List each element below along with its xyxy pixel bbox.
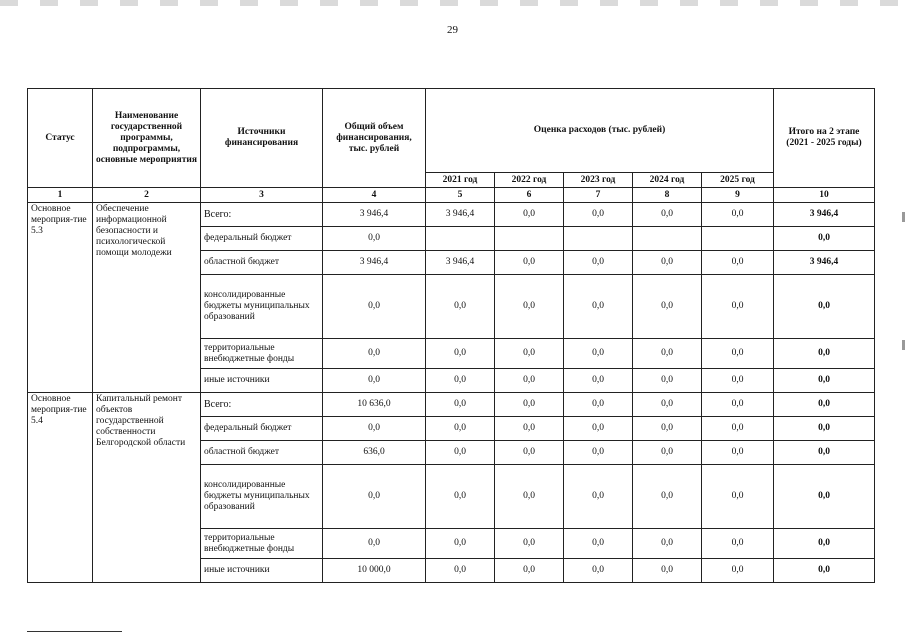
col-index: 3	[201, 188, 323, 203]
year-cell: 0,0	[495, 251, 564, 275]
header-total: Общий объем финансирования, тыс. рублей	[323, 89, 426, 188]
table-row	[28, 203, 875, 227]
year-cell: 0,0	[633, 275, 702, 339]
header-year-2022: 2022 год	[495, 173, 564, 188]
source-cell: консолидированные бюджеты муниципальных образований	[201, 275, 323, 339]
header-year-2021: 2021 год	[426, 173, 495, 188]
year-cell: 0,0	[633, 369, 702, 393]
year-cell: 0,0	[702, 441, 774, 465]
col-index: 2	[93, 188, 201, 203]
total-cell: 3 946,4	[323, 251, 426, 275]
header-itogo: Итого на 2 этапе (2021 - 2025 годы)	[774, 89, 875, 188]
financing-table	[27, 88, 875, 583]
year-cell: 0,0	[702, 203, 774, 227]
year-cell: 0,0	[564, 369, 633, 393]
itogo-cell: 3 946,4	[774, 203, 875, 227]
year-cell: 3 946,4	[426, 203, 495, 227]
total-cell: 0,0	[323, 529, 426, 559]
itogo-cell: 0,0	[774, 417, 875, 441]
col-index: 10	[774, 188, 875, 203]
header-year-2025: 2025 год	[702, 173, 774, 188]
itogo-cell: 0,0	[774, 369, 875, 393]
itogo-cell: 0,0	[774, 559, 875, 583]
year-cell: 0,0	[702, 393, 774, 417]
year-cell: 0,0	[426, 393, 495, 417]
measure-name-cell: Обеспечение информационной безопасности и психологической помощи молодежи	[93, 203, 201, 393]
year-cell: 0,0	[564, 417, 633, 441]
year-cell	[495, 227, 564, 251]
year-cell: 0,0	[495, 559, 564, 583]
year-cell: 0,0	[426, 339, 495, 369]
year-cell	[564, 227, 633, 251]
year-cell: 0,0	[564, 529, 633, 559]
year-cell: 0,0	[426, 417, 495, 441]
total-cell: 636,0	[323, 441, 426, 465]
itogo-cell: 0,0	[774, 465, 875, 529]
year-cell: 0,0	[426, 441, 495, 465]
year-cell: 0,0	[633, 441, 702, 465]
status-cell: Основное мероприя-тие 5.4	[28, 393, 93, 583]
header-estimate: Оценка расходов (тыс. рублей)	[426, 89, 774, 173]
itogo-cell: 3 946,4	[774, 251, 875, 275]
total-cell: 0,0	[323, 465, 426, 529]
header-sources: Источники финансирования	[201, 89, 323, 188]
year-cell: 0,0	[702, 465, 774, 529]
itogo-cell: 0,0	[774, 339, 875, 369]
year-cell: 0,0	[564, 441, 633, 465]
header-name: Наименование государственной программы, подпрограммы, основные мероприятия	[93, 89, 201, 188]
year-cell: 0,0	[702, 251, 774, 275]
year-cell: 0,0	[426, 369, 495, 393]
year-cell: 0,0	[564, 275, 633, 339]
source-cell: Всего:	[201, 203, 323, 227]
source-cell: иные источники	[201, 369, 323, 393]
col-index: 6	[495, 188, 564, 203]
year-cell: 0,0	[633, 417, 702, 441]
source-cell: территориальные внебюджетные фонды	[201, 339, 323, 369]
source-cell: областной бюджет	[201, 441, 323, 465]
year-cell: 0,0	[633, 339, 702, 369]
year-cell: 0,0	[426, 465, 495, 529]
year-cell: 0,0	[633, 203, 702, 227]
source-cell: консолидированные бюджеты муниципальных образований	[201, 465, 323, 529]
total-cell: 0,0	[323, 227, 426, 251]
year-cell: 0,0	[495, 339, 564, 369]
year-cell: 0,0	[633, 251, 702, 275]
year-cell	[426, 227, 495, 251]
header-year-2024: 2024 год	[633, 173, 702, 188]
year-cell: 0,0	[495, 529, 564, 559]
header-year-2023: 2023 год	[564, 173, 633, 188]
year-cell: 0,0	[495, 369, 564, 393]
total-cell: 10 636,0	[323, 393, 426, 417]
year-cell: 0,0	[426, 559, 495, 583]
col-index: 5	[426, 188, 495, 203]
year-cell: 0,0	[702, 369, 774, 393]
header-status: Статус	[28, 89, 93, 188]
source-cell: Всего:	[201, 393, 323, 417]
total-cell: 0,0	[323, 417, 426, 441]
year-cell: 0,0	[702, 417, 774, 441]
source-cell: федеральный бюджет	[201, 417, 323, 441]
col-index: 7	[564, 188, 633, 203]
year-cell: 0,0	[495, 275, 564, 339]
year-cell: 0,0	[426, 275, 495, 339]
itogo-cell: 0,0	[774, 529, 875, 559]
footnote-rule	[27, 631, 122, 632]
page-number: 29	[447, 24, 458, 36]
year-cell: 3 946,4	[426, 251, 495, 275]
year-cell	[633, 227, 702, 251]
total-cell: 3 946,4	[323, 203, 426, 227]
year-cell: 0,0	[633, 529, 702, 559]
col-index: 8	[633, 188, 702, 203]
total-cell: 0,0	[323, 369, 426, 393]
status-cell: Основное мероприя-тие 5.3	[28, 203, 93, 393]
year-cell: 0,0	[564, 559, 633, 583]
year-cell: 0,0	[633, 559, 702, 583]
year-cell: 0,0	[633, 393, 702, 417]
source-cell: областной бюджет	[201, 251, 323, 275]
year-cell: 0,0	[702, 275, 774, 339]
year-cell: 0,0	[702, 339, 774, 369]
year-cell: 0,0	[426, 529, 495, 559]
itogo-cell: 0,0	[774, 275, 875, 339]
col-index: 4	[323, 188, 426, 203]
year-cell: 0,0	[702, 559, 774, 583]
col-index: 1	[28, 188, 93, 203]
year-cell: 0,0	[495, 441, 564, 465]
itogo-cell: 0,0	[774, 441, 875, 465]
itogo-cell: 0,0	[774, 393, 875, 417]
total-cell: 0,0	[323, 339, 426, 369]
year-cell: 0,0	[564, 465, 633, 529]
year-cell: 0,0	[702, 529, 774, 559]
measure-name-cell: Капитальный ремонт объектов государственной собственности Белгородской области	[93, 393, 201, 583]
year-cell: 0,0	[495, 393, 564, 417]
year-cell	[702, 227, 774, 251]
year-cell: 0,0	[633, 465, 702, 529]
scan-top-marks	[0, 0, 905, 6]
itogo-cell: 0,0	[774, 227, 875, 251]
source-cell: федеральный бюджет	[201, 227, 323, 251]
year-cell: 0,0	[495, 203, 564, 227]
table-row	[28, 393, 875, 417]
year-cell: 0,0	[495, 465, 564, 529]
total-cell: 0,0	[323, 275, 426, 339]
source-cell: территориальные внебюджетные фонды	[201, 529, 323, 559]
year-cell: 0,0	[564, 203, 633, 227]
year-cell: 0,0	[564, 251, 633, 275]
year-cell: 0,0	[564, 393, 633, 417]
year-cell: 0,0	[564, 339, 633, 369]
source-cell: иные источники	[201, 559, 323, 583]
col-index: 9	[702, 188, 774, 203]
year-cell: 0,0	[495, 417, 564, 441]
total-cell: 10 000,0	[323, 559, 426, 583]
